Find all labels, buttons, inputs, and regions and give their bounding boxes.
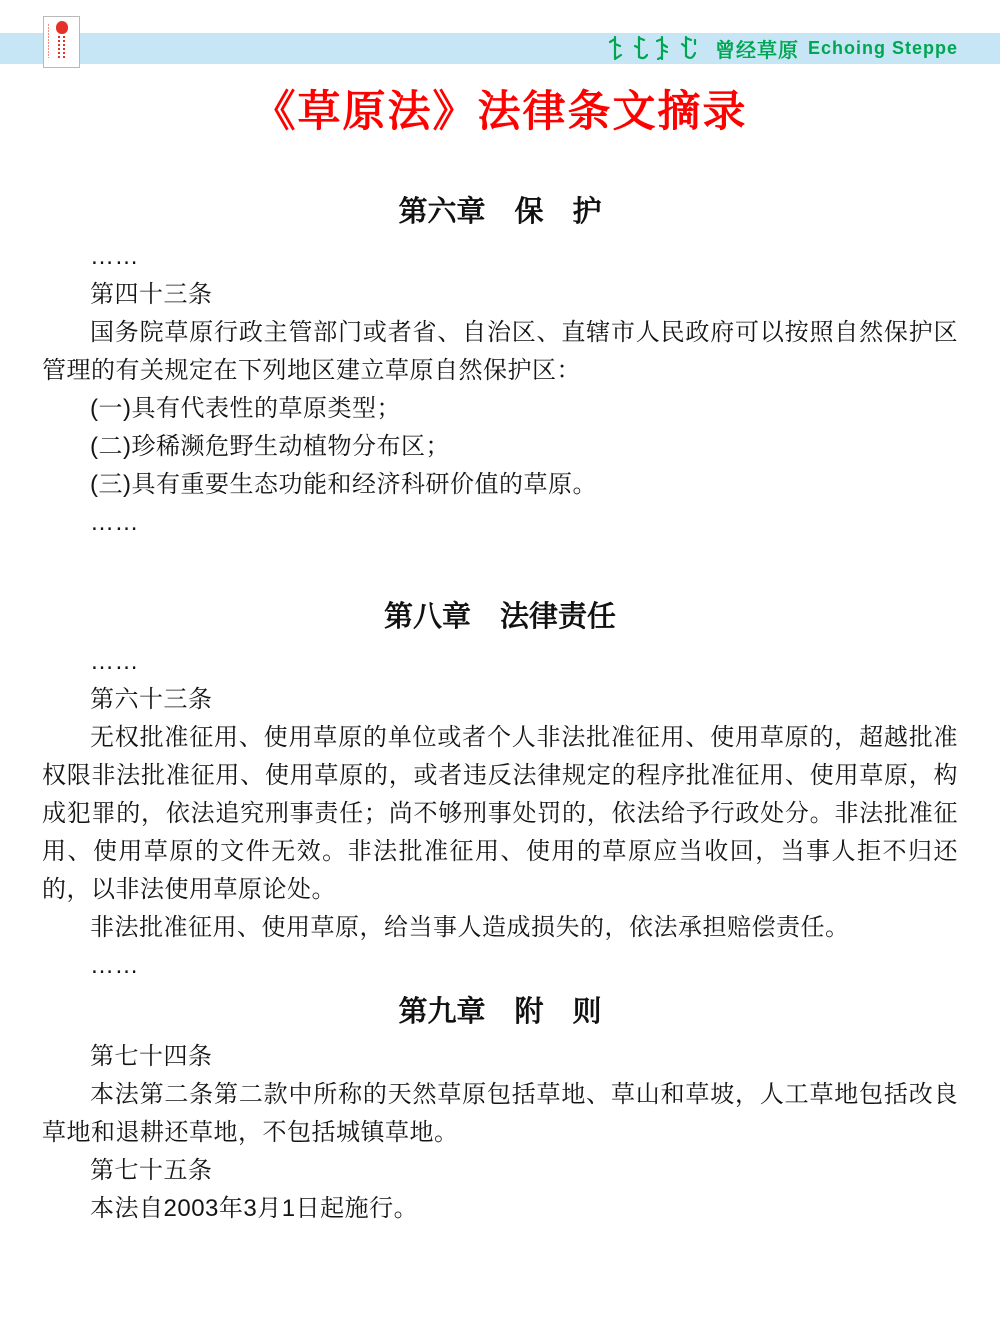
page-title: 《草原法》法律条文摘录 xyxy=(252,88,748,136)
mongolian-script-icon xyxy=(606,34,706,64)
clause-item: (三)具有重要生态功能和经济科研价值的草原。 xyxy=(90,471,597,498)
section-chapter-9 xyxy=(42,985,958,1228)
ellipsis-line: …… xyxy=(90,243,139,270)
clause-item: (一)具有代表性的草原类型； xyxy=(90,395,401,422)
paragraph: 本法自2003年3月1日起施行。 xyxy=(90,1195,419,1222)
chapter-heading: 第八章 法律责任 xyxy=(383,601,616,633)
ellipsis-line: …… xyxy=(90,952,139,979)
paragraph: 国务院草原行政主管部门或者省、自治区、直辖市人民政府可以按照自然保护区管理的有关规定在下列地区建立草原自然保护区： xyxy=(42,319,958,384)
article-number: 第七十四条 xyxy=(90,1043,213,1070)
brand-chinese-name: 曾经草原 xyxy=(714,40,799,62)
paragraph: 无权批准征用、使用草原的单位或者个人非法批准征用、使用草原的，超越批准权限非法批准征用、使用草原的，或者违反法律规定的程序批准征用、使用草原，构成犯罪的，依法追究刑事责任；尚不够刑事处罚的，依法给予行政处分。非法批准征用、使用草原的文件无效。非法批准征用、使用的草原应当收回，当事人拒不归还的，以非法使用草原论处。 xyxy=(42,724,958,903)
chapter-heading: 第六章 保 护 xyxy=(398,196,602,228)
chapter-heading: 第九章 附 则 xyxy=(398,996,602,1028)
ellipsis-line: …… xyxy=(90,509,139,536)
seal-side-text-decoration xyxy=(48,24,49,58)
article-number: 第四十三条 xyxy=(90,281,213,308)
document-body xyxy=(0,140,1000,1228)
page-header xyxy=(0,0,1000,68)
article-number: 第七十五条 xyxy=(90,1157,213,1184)
seal-text-columns-decoration xyxy=(44,36,79,59)
section-chapter-6 xyxy=(42,140,958,542)
paragraph: 非法批准征用、使用草原，给当事人造成损失的，依法承担赔偿责任。 xyxy=(90,914,850,941)
clause-item: (二)珍稀濒危野生动植物分布区； xyxy=(90,433,450,460)
brand xyxy=(606,33,958,64)
document-seal-logo xyxy=(43,16,80,68)
ellipsis-line: …… xyxy=(90,648,139,675)
seal-emblem-icon xyxy=(56,21,68,34)
article-number: 第六十三条 xyxy=(90,686,213,713)
brand-english-name: Echoing Steppe xyxy=(807,38,958,58)
paragraph: 本法第二条第二款中所称的天然草原包括草地、草山和草坡，人工草地包括改良草地和退耕还草地，不包括城镇草地。 xyxy=(42,1081,958,1146)
section-chapter-8 xyxy=(42,542,958,985)
